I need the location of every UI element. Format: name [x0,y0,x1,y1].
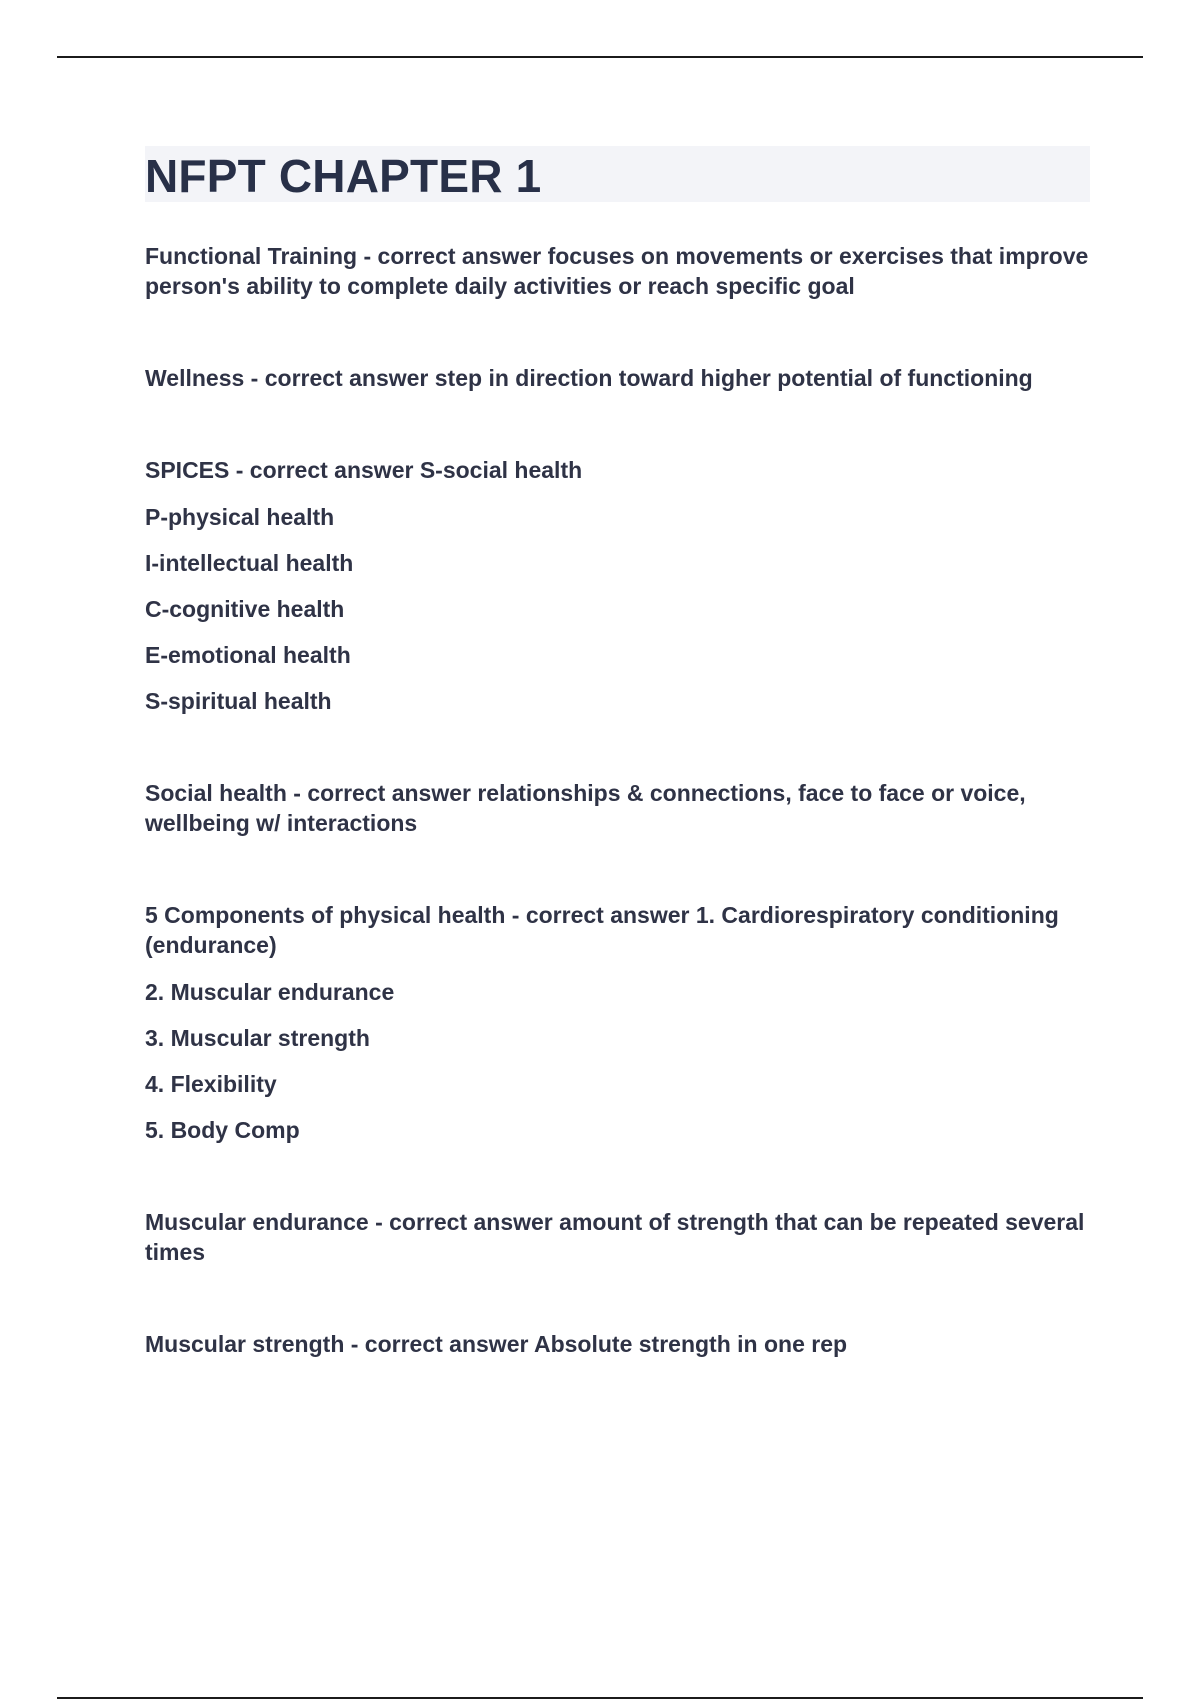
qa-entry-line: 4. Flexibility [145,1071,277,1097]
qa-entry-line: 2. Muscular endurance [145,979,395,1005]
qa-entry-line: C-cognitive health [145,596,345,622]
page-title: NFPT CHAPTER 1 [145,150,542,202]
qa-entry-text: Social health - correct answer relationships & connections, face to face or voice, wellbeing w/ interactions [145,780,1026,836]
qa-entry-text: Functional Training - correct answer focuses on movements or exercises that improve person's ability to complete daily activities or reach specific goal [145,243,1089,299]
qa-entry-text: Muscular strength - correct answer Absolute strength in one rep [145,1331,848,1357]
qa-entry [145,1207,1090,1267]
qa-entry-line: S-spiritual health [145,688,332,714]
document-body [145,146,1090,1421]
qa-entry [145,455,1090,716]
qa-entry-text: SPICES - correct answer S-social health [145,457,583,483]
qa-entry-line: 5. Body Comp [145,1117,300,1143]
qa-entry-line: I-intellectual health [145,550,354,576]
qa-entry [145,1329,1090,1359]
qa-entry-line: E-emotional health [145,642,351,668]
qa-entry [145,900,1090,1145]
qa-entry-text: Wellness - correct answer step in direction toward higher potential of functioning [145,365,1033,391]
qa-entry-line: 3. Muscular strength [145,1025,370,1051]
top-rule [57,56,1143,58]
qa-entry-text: Muscular endurance - correct answer amount of strength that can be repeated several times [145,1209,1085,1265]
qa-entry-line: P-physical health [145,504,335,530]
bottom-rule [57,1697,1143,1699]
qa-entry [145,778,1090,838]
qa-entry [145,241,1090,301]
title-band [145,146,1090,202]
qa-entry [145,363,1090,393]
qa-list [145,241,1090,1359]
qa-entry-text: 5 Components of physical health - correct answer 1. Cardiorespiratory conditioning (endurance) [145,902,1059,958]
